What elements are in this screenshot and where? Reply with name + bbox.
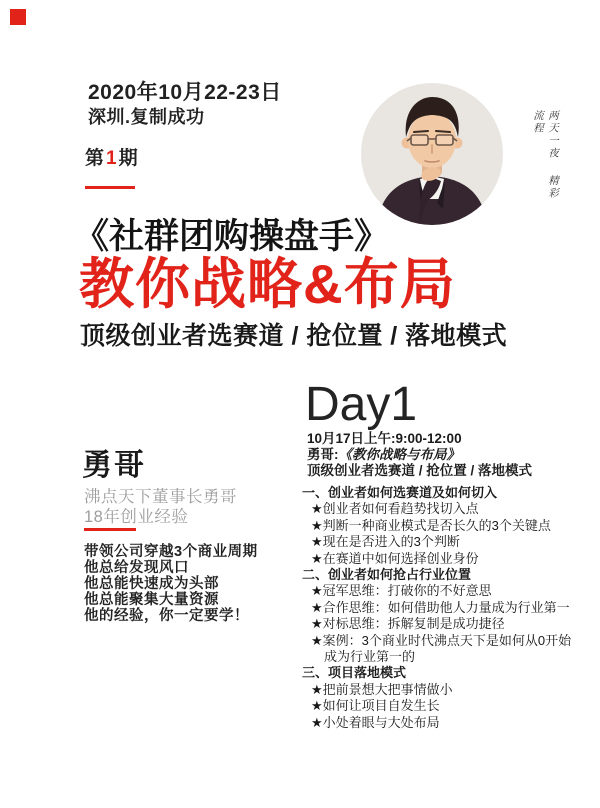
- agenda-item: ★对标思维：拆解复制是成功捷径: [311, 616, 505, 632]
- agenda-section-title: 二、创业者如何抢占行业位置: [302, 567, 472, 583]
- day1-speaker-prefix: 勇哥:: [307, 447, 339, 463]
- session-prefix: 第: [85, 148, 106, 169]
- agenda-item: ★如何让项目自发生长: [311, 698, 440, 714]
- brand-corner-square: [10, 9, 26, 25]
- course-name-title: 《社群团购操盘手》: [74, 217, 390, 256]
- session-suffix: 期: [118, 148, 139, 169]
- portrait-illustration: [361, 83, 503, 225]
- subtitle: 顶级创业者选赛道 / 抢位置 / 落地模式: [80, 322, 508, 350]
- agenda-item: ★创业者如何看趋势找切入点: [311, 501, 479, 517]
- accent-divider: [84, 528, 136, 531]
- vertical-tagline: [531, 110, 561, 206]
- speaker-bio-line: 他的经验，你一定要学！: [84, 607, 249, 624]
- speaker-bio-line: 带领公司穿越3个商业周期: [84, 544, 258, 560]
- speaker-name: 勇哥: [82, 449, 146, 482]
- tagline-bottom: 精彩流程: [532, 110, 559, 201]
- event-location: 深圳.复制成功: [88, 107, 205, 127]
- speaker-bio-line: 他总给发现风口: [84, 559, 189, 576]
- speaker-bio-line: 他总能快速成为头部: [84, 575, 219, 592]
- day1-heading: Day1: [305, 378, 418, 431]
- session-label: [85, 143, 139, 170]
- agenda-section-title: 三、项目落地模式: [302, 665, 407, 681]
- agenda-item: ★合作思维：如何借助他人力量成为行业第一: [311, 599, 570, 615]
- agenda-item: ★冠军思维：打破你的不好意思: [311, 583, 492, 599]
- agenda-item: ★现在是否进入的3个判断: [311, 534, 460, 550]
- speaker-title-line: 18年创业经验: [84, 508, 189, 526]
- speaker-photo: [361, 83, 503, 225]
- agenda-item: ★把前景想大把事情做小: [311, 681, 453, 697]
- speaker-bio: [84, 545, 258, 625]
- day1-topic: 《教你战略与布局》: [338, 447, 460, 463]
- agenda-item: ★案例：3个商业时代沸点天下是如何从0开始: [311, 632, 572, 648]
- session-number: 1: [106, 148, 118, 169]
- day1-meta: [307, 431, 532, 480]
- accent-underline: [85, 186, 135, 189]
- day1-topic-line: [307, 447, 532, 463]
- speaker-titles: [84, 487, 237, 527]
- main-title: 教你战略&布局: [79, 253, 456, 315]
- event-header: [88, 82, 282, 126]
- agenda-item: ★小处着眼与大处布局: [311, 714, 440, 730]
- speaker-title-line: 沸点天下董事长勇哥: [84, 488, 237, 506]
- agenda-section-title: 一、创业者如何选赛道及如何切入: [302, 485, 498, 500]
- speaker-bio-line: 他总能聚集大量资源: [84, 591, 219, 608]
- tagline-top: 两天一夜: [547, 110, 559, 160]
- day1-time: 10月17日上午:9:00-12:00: [307, 431, 462, 446]
- event-date: 2020年10月22-23日: [88, 81, 282, 104]
- agenda-item: ★在赛道中如何选择创业身份: [311, 550, 479, 566]
- agenda-list: [302, 485, 571, 731]
- day1-subtitle: 顶级创业者选赛道 / 抢位置 / 落地模式: [307, 463, 533, 479]
- agenda-item-continuation: 成为行业第一的: [324, 649, 416, 665]
- agenda-item: ★判断一种商业模式是否长久的3个关键点: [311, 517, 551, 533]
